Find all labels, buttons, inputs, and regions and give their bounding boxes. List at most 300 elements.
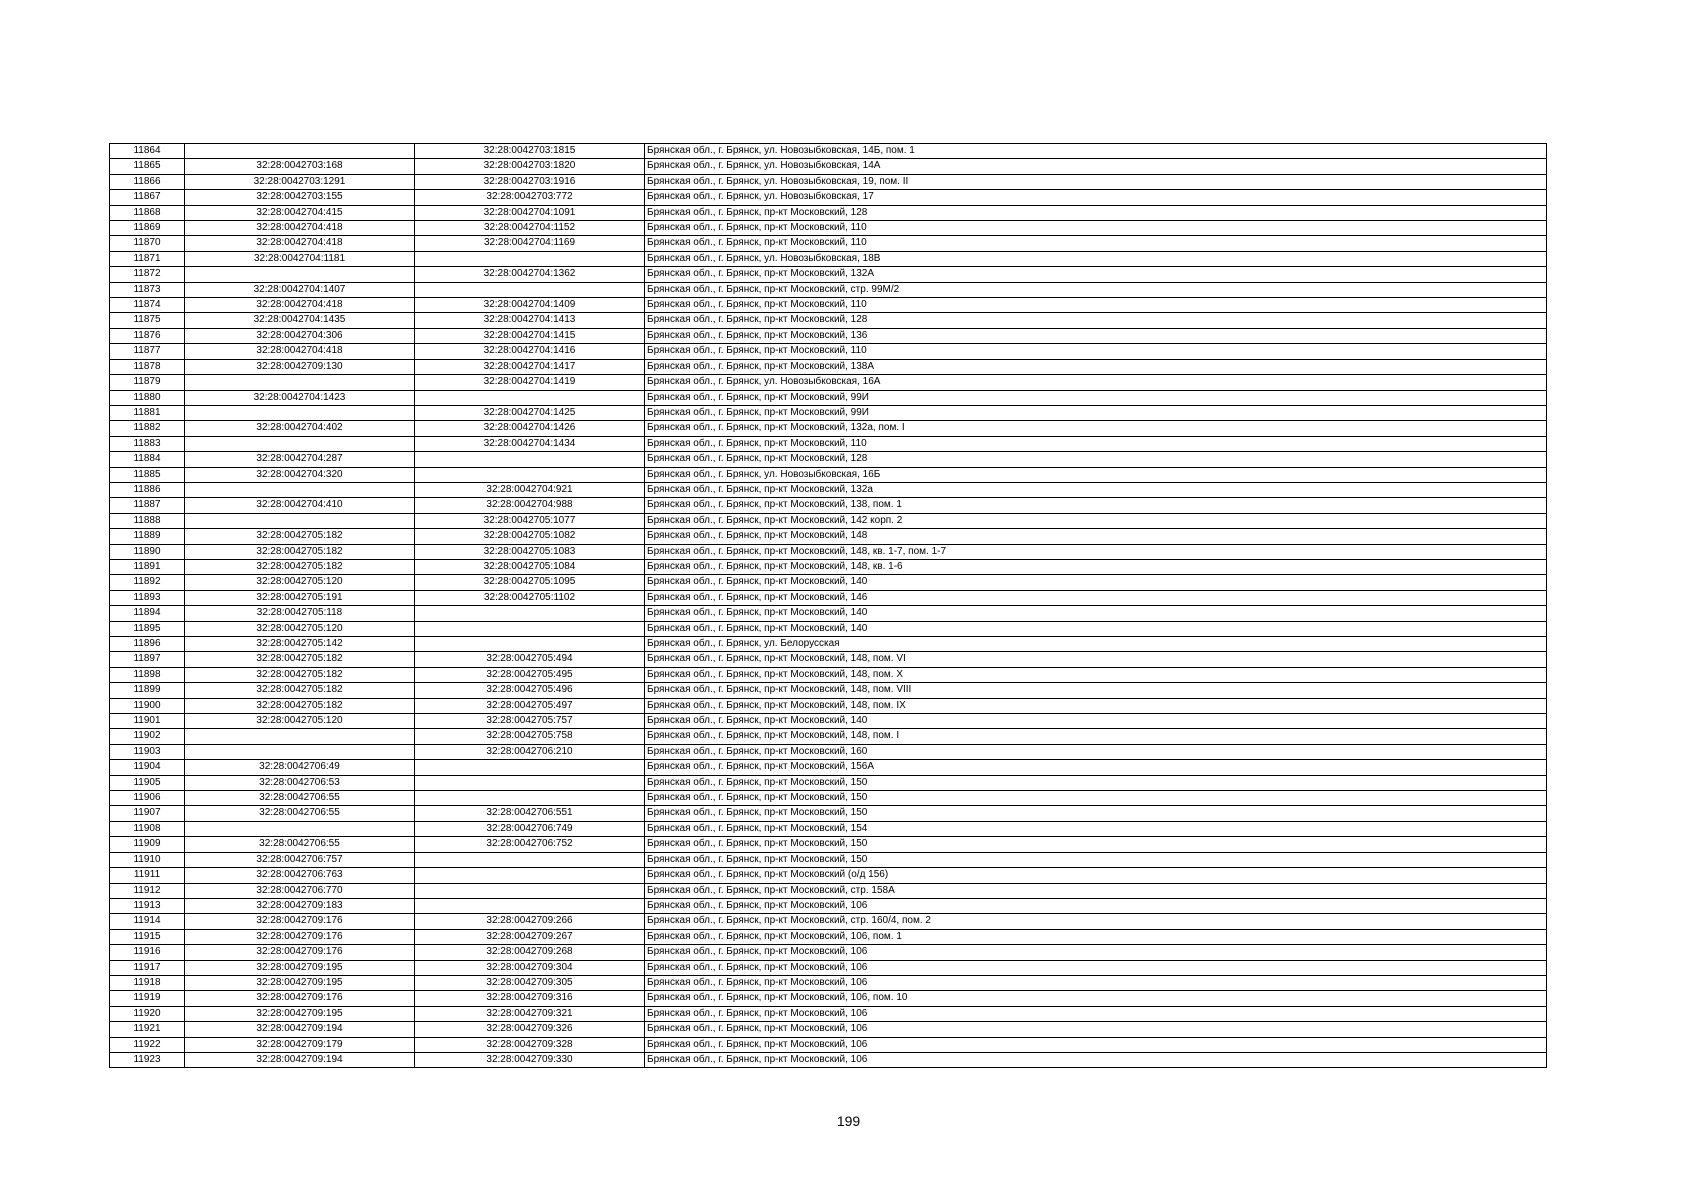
parcel-number-cell: 32:28:0042704:1181 [185, 251, 415, 266]
row-number-cell: 11868 [110, 205, 185, 220]
address-cell: Брянская обл., г. Брянск, пр-кт Московский, 160 [645, 744, 1547, 759]
parcel-number-cell: 32:28:0042704:320 [185, 467, 415, 482]
row-number-cell: 11874 [110, 298, 185, 313]
address-cell: Брянская обл., г. Брянск, пр-кт Московский (о/д 156) [645, 868, 1547, 883]
row-number-cell: 11884 [110, 452, 185, 467]
address-cell: Брянская обл., г. Брянск, ул. Белорусская [645, 637, 1547, 652]
address-cell: Брянская обл., г. Брянск, ул. Новозыбковская, 17 [645, 190, 1547, 205]
address-cell: Брянская обл., г. Брянск, пр-кт Московский, 132А [645, 267, 1547, 282]
row-number-cell: 11873 [110, 282, 185, 297]
table-row [110, 914, 1547, 929]
row-number-cell: 11895 [110, 621, 185, 636]
parcel-number-cell: 32:28:0042705:182 [185, 698, 415, 713]
address-cell: Брянская обл., г. Брянск, пр-кт Московский, 99И [645, 390, 1547, 405]
table-row [110, 405, 1547, 420]
object-number-cell: 32:28:0042709:266 [415, 914, 645, 929]
table-row [110, 606, 1547, 621]
object-number-cell [415, 898, 645, 913]
table-row [110, 683, 1547, 698]
address-cell: Брянская обл., г. Брянск, пр-кт Московский, 128 [645, 313, 1547, 328]
address-cell: Брянская обл., г. Брянск, пр-кт Московский, 148, пом. X [645, 667, 1547, 682]
address-cell: Брянская обл., г. Брянск, пр-кт Московский, 138А [645, 359, 1547, 374]
object-number-cell [415, 282, 645, 297]
parcel-number-cell: 32:28:0042705:120 [185, 621, 415, 636]
address-cell: Брянская обл., г. Брянск, пр-кт Московский, 154 [645, 821, 1547, 836]
row-number-cell: 11892 [110, 575, 185, 590]
address-cell: Брянская обл., г. Брянск, пр-кт Московский, стр. 160/4, пом. 2 [645, 914, 1547, 929]
address-cell: Брянская обл., г. Брянск, пр-кт Московский, 110 [645, 298, 1547, 313]
object-number-cell: 32:28:0042709:326 [415, 1022, 645, 1037]
address-cell: Брянская обл., г. Брянск, пр-кт Московский, 140 [645, 606, 1547, 621]
table-row [110, 467, 1547, 482]
row-number-cell: 11889 [110, 529, 185, 544]
parcel-number-cell: 32:28:0042706:55 [185, 806, 415, 821]
address-cell: Брянская обл., г. Брянск, пр-кт Московский, 106, пом. 1 [645, 929, 1547, 944]
parcel-number-cell: 32:28:0042704:1423 [185, 390, 415, 405]
row-number-cell: 11865 [110, 159, 185, 174]
address-cell: Брянская обл., г. Брянск, пр-кт Московский, 106 [645, 975, 1547, 990]
row-number-cell: 11923 [110, 1052, 185, 1067]
table-row [110, 344, 1547, 359]
row-number-cell: 11900 [110, 698, 185, 713]
object-number-cell: 32:28:0042704:1413 [415, 313, 645, 328]
parcel-number-cell [185, 375, 415, 390]
object-number-cell [415, 251, 645, 266]
parcel-number-cell: 32:28:0042709:130 [185, 359, 415, 374]
address-cell: Брянская обл., г. Брянск, пр-кт Московский, 150 [645, 806, 1547, 821]
row-number-cell: 11901 [110, 714, 185, 729]
row-number-cell: 11914 [110, 914, 185, 929]
parcel-number-cell: 32:28:0042706:757 [185, 852, 415, 867]
parcel-number-cell: 32:28:0042704:418 [185, 221, 415, 236]
parcel-number-cell: 32:28:0042703:155 [185, 190, 415, 205]
table-row [110, 436, 1547, 451]
parcel-number-cell: 32:28:0042705:120 [185, 714, 415, 729]
row-number-cell: 11864 [110, 144, 185, 159]
address-cell: Брянская обл., г. Брянск, пр-кт Московский, 99И [645, 405, 1547, 420]
parcel-number-cell [185, 267, 415, 282]
address-cell: Брянская обл., г. Брянск, ул. Новозыбковская, 16А [645, 375, 1547, 390]
parcel-number-cell: 32:28:0042704:418 [185, 344, 415, 359]
object-number-cell [415, 606, 645, 621]
table-row [110, 821, 1547, 836]
address-cell: Брянская обл., г. Брянск, пр-кт Московский, 150 [645, 775, 1547, 790]
object-number-cell: 32:28:0042706:749 [415, 821, 645, 836]
row-number-cell: 11913 [110, 898, 185, 913]
table-row [110, 1022, 1547, 1037]
object-number-cell: 32:28:0042706:210 [415, 744, 645, 759]
table-row [110, 868, 1547, 883]
row-number-cell: 11893 [110, 590, 185, 605]
parcel-number-cell [185, 729, 415, 744]
object-number-cell: 32:28:0042704:1362 [415, 267, 645, 282]
parcel-number-cell: 32:28:0042709:176 [185, 991, 415, 1006]
parcel-number-cell: 32:28:0042706:770 [185, 883, 415, 898]
parcel-number-cell: 32:28:0042704:418 [185, 298, 415, 313]
address-cell: Брянская обл., г. Брянск, пр-кт Московский, 148, пом. VI [645, 652, 1547, 667]
parcel-number-cell: 32:28:0042706:763 [185, 868, 415, 883]
object-number-cell: 32:28:0042704:1152 [415, 221, 645, 236]
table-row [110, 221, 1547, 236]
address-cell: Брянская обл., г. Брянск, пр-кт Московский, 148, пом. VIII [645, 683, 1547, 698]
row-number-cell: 11876 [110, 328, 185, 343]
table-row [110, 359, 1547, 374]
table-row [110, 205, 1547, 220]
parcel-number-cell: 32:28:0042705:182 [185, 652, 415, 667]
table-row [110, 190, 1547, 205]
parcel-number-cell: 32:28:0042709:179 [185, 1037, 415, 1052]
object-number-cell: 32:28:0042703:1820 [415, 159, 645, 174]
table-row [110, 898, 1547, 913]
property-table [109, 143, 1547, 1068]
object-number-cell [415, 390, 645, 405]
object-number-cell: 32:28:0042704:988 [415, 498, 645, 513]
row-number-cell: 11919 [110, 991, 185, 1006]
row-number-cell: 11879 [110, 375, 185, 390]
table-row [110, 513, 1547, 528]
parcel-number-cell: 32:28:0042706:49 [185, 760, 415, 775]
parcel-number-cell: 32:28:0042704:1407 [185, 282, 415, 297]
row-number-cell: 11886 [110, 482, 185, 497]
table-row [110, 667, 1547, 682]
object-number-cell [415, 621, 645, 636]
parcel-number-cell: 32:28:0042705:182 [185, 544, 415, 559]
table-row [110, 1006, 1547, 1021]
row-number-cell: 11875 [110, 313, 185, 328]
parcel-number-cell: 32:28:0042706:55 [185, 791, 415, 806]
address-cell: Брянская обл., г. Брянск, пр-кт Московский, 110 [645, 236, 1547, 251]
object-number-cell [415, 868, 645, 883]
table-row [110, 837, 1547, 852]
row-number-cell: 11922 [110, 1037, 185, 1052]
table-row [110, 251, 1547, 266]
address-cell: Брянская обл., г. Брянск, пр-кт Московский, 106 [645, 960, 1547, 975]
table-row [110, 975, 1547, 990]
table-row [110, 144, 1547, 159]
table-row [110, 590, 1547, 605]
row-number-cell: 11899 [110, 683, 185, 698]
object-number-cell: 32:28:0042704:1091 [415, 205, 645, 220]
row-number-cell: 11917 [110, 960, 185, 975]
row-number-cell: 11870 [110, 236, 185, 251]
address-cell: Брянская обл., г. Брянск, пр-кт Московский, 128 [645, 205, 1547, 220]
address-cell: Брянская обл., г. Брянск, пр-кт Московский, 106 [645, 1006, 1547, 1021]
object-number-cell: 32:28:0042705:494 [415, 652, 645, 667]
parcel-number-cell: 32:28:0042705:120 [185, 575, 415, 590]
object-number-cell: 32:28:0042706:752 [415, 837, 645, 852]
object-number-cell: 32:28:0042705:495 [415, 667, 645, 682]
table-row [110, 529, 1547, 544]
address-cell: Брянская обл., г. Брянск, пр-кт Московский, стр. 99М/2 [645, 282, 1547, 297]
object-number-cell [415, 760, 645, 775]
row-number-cell: 11896 [110, 637, 185, 652]
object-number-cell [415, 637, 645, 652]
table-row [110, 159, 1547, 174]
address-cell: Брянская обл., г. Брянск, пр-кт Московский, 146 [645, 590, 1547, 605]
table-row [110, 236, 1547, 251]
table-row [110, 482, 1547, 497]
object-number-cell: 32:28:0042709:267 [415, 929, 645, 944]
parcel-number-cell: 32:28:0042709:176 [185, 914, 415, 929]
row-number-cell: 11920 [110, 1006, 185, 1021]
object-number-cell: 32:28:0042705:1082 [415, 529, 645, 544]
parcel-number-cell [185, 405, 415, 420]
object-number-cell: 32:28:0042704:1409 [415, 298, 645, 313]
parcel-number-cell [185, 513, 415, 528]
address-cell: Брянская обл., г. Брянск, пр-кт Московский, 136 [645, 328, 1547, 343]
address-cell: Брянская обл., г. Брянск, пр-кт Московский, 150 [645, 791, 1547, 806]
parcel-number-cell [185, 821, 415, 836]
object-number-cell: 32:28:0042709:305 [415, 975, 645, 990]
address-cell: Брянская обл., г. Брянск, пр-кт Московский, 106 [645, 1022, 1547, 1037]
table-row [110, 544, 1547, 559]
object-number-cell: 32:28:0042709:321 [415, 1006, 645, 1021]
object-number-cell: 32:28:0042704:921 [415, 482, 645, 497]
address-cell: Брянская обл., г. Брянск, пр-кт Московский, 148, кв. 1-6 [645, 559, 1547, 574]
object-number-cell: 32:28:0042703:1916 [415, 174, 645, 189]
address-cell: Брянская обл., г. Брянск, пр-кт Московский, 106 [645, 945, 1547, 960]
address-cell: Брянская обл., г. Брянск, ул. Новозыбковская, 16Б [645, 467, 1547, 482]
table-row [110, 267, 1547, 282]
table-row [110, 298, 1547, 313]
address-cell: Брянская обл., г. Брянск, ул. Новозыбковская, 18В [645, 251, 1547, 266]
parcel-number-cell: 32:28:0042709:195 [185, 960, 415, 975]
parcel-number-cell: 32:28:0042709:183 [185, 898, 415, 913]
table-row [110, 174, 1547, 189]
address-cell: Брянская обл., г. Брянск, пр-кт Московский, 142 корп. 2 [645, 513, 1547, 528]
address-cell: Брянская обл., г. Брянск, пр-кт Московский, 132а, пом. I [645, 421, 1547, 436]
row-number-cell: 11869 [110, 221, 185, 236]
table-row [110, 991, 1547, 1006]
table-row [110, 852, 1547, 867]
parcel-number-cell: 32:28:0042705:182 [185, 667, 415, 682]
object-number-cell: 32:28:0042705:1095 [415, 575, 645, 590]
object-number-cell: 32:28:0042704:1419 [415, 375, 645, 390]
address-cell: Брянская обл., г. Брянск, ул. Новозыбковская, 14Б, пом. 1 [645, 144, 1547, 159]
address-cell: Брянская обл., г. Брянск, пр-кт Московский, 128 [645, 452, 1547, 467]
row-number-cell: 11912 [110, 883, 185, 898]
parcel-number-cell [185, 482, 415, 497]
parcel-number-cell: 32:28:0042704:415 [185, 205, 415, 220]
table-row [110, 1037, 1547, 1052]
row-number-cell: 11907 [110, 806, 185, 821]
parcel-number-cell: 32:28:0042704:402 [185, 421, 415, 436]
row-number-cell: 11871 [110, 251, 185, 266]
table-row [110, 282, 1547, 297]
table-row [110, 498, 1547, 513]
address-cell: Брянская обл., г. Брянск, ул. Новозыбковская, 19, пом. II [645, 174, 1547, 189]
object-number-cell [415, 467, 645, 482]
object-number-cell: 32:28:0042704:1426 [415, 421, 645, 436]
parcel-number-cell: 32:28:0042709:194 [185, 1052, 415, 1067]
address-cell: Брянская обл., г. Брянск, пр-кт Московский, 106 [645, 1037, 1547, 1052]
row-number-cell: 11878 [110, 359, 185, 374]
parcel-number-cell: 32:28:0042709:176 [185, 929, 415, 944]
row-number-cell: 11904 [110, 760, 185, 775]
row-number-cell: 11918 [110, 975, 185, 990]
object-number-cell: 32:28:0042705:1102 [415, 590, 645, 605]
row-number-cell: 11867 [110, 190, 185, 205]
object-number-cell: 32:28:0042703:772 [415, 190, 645, 205]
table-row [110, 452, 1547, 467]
parcel-number-cell: 32:28:0042703:1291 [185, 174, 415, 189]
row-number-cell: 11909 [110, 837, 185, 852]
object-number-cell [415, 775, 645, 790]
parcel-number-cell: 32:28:0042704:306 [185, 328, 415, 343]
table-row [110, 313, 1547, 328]
parcel-number-cell: 32:28:0042703:168 [185, 159, 415, 174]
table-row [110, 1052, 1547, 1067]
object-number-cell: 32:28:0042709:316 [415, 991, 645, 1006]
parcel-number-cell: 32:28:0042706:55 [185, 837, 415, 852]
object-number-cell: 32:28:0042705:497 [415, 698, 645, 713]
address-cell: Брянская обл., г. Брянск, пр-кт Московский, 148, кв. 1-7, пом. 1-7 [645, 544, 1547, 559]
row-number-cell: 11872 [110, 267, 185, 282]
object-number-cell: 32:28:0042704:1434 [415, 436, 645, 451]
table-row [110, 960, 1547, 975]
object-number-cell: 32:28:0042705:1077 [415, 513, 645, 528]
object-number-cell: 32:28:0042705:757 [415, 714, 645, 729]
row-number-cell: 11887 [110, 498, 185, 513]
table-row [110, 883, 1547, 898]
parcel-number-cell: 32:28:0042705:142 [185, 637, 415, 652]
address-cell: Брянская обл., г. Брянск, пр-кт Московский, 148, пом. IX [645, 698, 1547, 713]
object-number-cell [415, 883, 645, 898]
object-number-cell: 32:28:0042703:1815 [415, 144, 645, 159]
address-cell: Брянская обл., г. Брянск, пр-кт Московский, 106, пом. 10 [645, 991, 1547, 1006]
row-number-cell: 11888 [110, 513, 185, 528]
address-cell: Брянская обл., г. Брянск, пр-кт Московский, 106 [645, 1052, 1547, 1067]
page-number: 199 [836, 1113, 861, 1129]
row-number-cell: 11916 [110, 945, 185, 960]
parcel-number-cell: 32:28:0042704:287 [185, 452, 415, 467]
row-number-cell: 11908 [110, 821, 185, 836]
row-number-cell: 11885 [110, 467, 185, 482]
address-cell: Брянская обл., г. Брянск, пр-кт Московский, стр. 158А [645, 883, 1547, 898]
object-number-cell [415, 452, 645, 467]
object-number-cell [415, 791, 645, 806]
address-cell: Брянская обл., г. Брянск, пр-кт Московский, 140 [645, 621, 1547, 636]
object-number-cell: 32:28:0042705:1084 [415, 559, 645, 574]
object-number-cell: 32:28:0042704:1425 [415, 405, 645, 420]
table-row [110, 791, 1547, 806]
parcel-number-cell: 32:28:0042705:182 [185, 683, 415, 698]
object-number-cell: 32:28:0042709:328 [415, 1037, 645, 1052]
object-number-cell: 32:28:0042704:1417 [415, 359, 645, 374]
table-row [110, 744, 1547, 759]
row-number-cell: 11891 [110, 559, 185, 574]
parcel-number-cell: 32:28:0042704:410 [185, 498, 415, 513]
table-row [110, 328, 1547, 343]
row-number-cell: 11897 [110, 652, 185, 667]
table-row [110, 637, 1547, 652]
table-row [110, 559, 1547, 574]
table-row [110, 390, 1547, 405]
table-row [110, 714, 1547, 729]
row-number-cell: 11906 [110, 791, 185, 806]
table-row [110, 375, 1547, 390]
parcel-number-cell [185, 744, 415, 759]
parcel-number-cell [185, 436, 415, 451]
object-number-cell: 32:28:0042706:551 [415, 806, 645, 821]
address-cell: Брянская обл., г. Брянск, пр-кт Московский, 110 [645, 221, 1547, 236]
object-number-cell: 32:28:0042709:268 [415, 945, 645, 960]
object-number-cell: 32:28:0042704:1415 [415, 328, 645, 343]
table-row [110, 421, 1547, 436]
table-row [110, 945, 1547, 960]
table-row [110, 775, 1547, 790]
table-body [110, 144, 1547, 1068]
table-row [110, 652, 1547, 667]
parcel-number-cell: 32:28:0042704:1435 [185, 313, 415, 328]
row-number-cell: 11915 [110, 929, 185, 944]
address-cell: Брянская обл., г. Брянск, пр-кт Московский, 132а [645, 482, 1547, 497]
table-row [110, 698, 1547, 713]
row-number-cell: 11877 [110, 344, 185, 359]
object-number-cell [415, 852, 645, 867]
address-cell: Брянская обл., г. Брянск, пр-кт Московский, 106 [645, 898, 1547, 913]
object-number-cell: 32:28:0042705:758 [415, 729, 645, 744]
row-number-cell: 11894 [110, 606, 185, 621]
row-number-cell: 11898 [110, 667, 185, 682]
object-number-cell: 32:28:0042709:304 [415, 960, 645, 975]
parcel-number-cell: 32:28:0042709:195 [185, 975, 415, 990]
row-number-cell: 11902 [110, 729, 185, 744]
parcel-number-cell: 32:28:0042706:53 [185, 775, 415, 790]
parcel-number-cell [185, 144, 415, 159]
object-number-cell: 32:28:0042704:1169 [415, 236, 645, 251]
row-number-cell: 11882 [110, 421, 185, 436]
table-row [110, 929, 1547, 944]
parcel-number-cell: 32:28:0042709:176 [185, 945, 415, 960]
parcel-number-cell: 32:28:0042705:182 [185, 559, 415, 574]
row-number-cell: 11890 [110, 544, 185, 559]
parcel-number-cell: 32:28:0042709:195 [185, 1006, 415, 1021]
address-cell: Брянская обл., г. Брянск, ул. Новозыбковская, 14А [645, 159, 1547, 174]
address-cell: Брянская обл., г. Брянск, пр-кт Московский, 148 [645, 529, 1547, 544]
object-number-cell: 32:28:0042705:496 [415, 683, 645, 698]
table-row [110, 806, 1547, 821]
address-cell: Брянская обл., г. Брянск, пр-кт Московский, 140 [645, 575, 1547, 590]
row-number-cell: 11866 [110, 174, 185, 189]
parcel-number-cell: 32:28:0042705:118 [185, 606, 415, 621]
row-number-cell: 11883 [110, 436, 185, 451]
row-number-cell: 11880 [110, 390, 185, 405]
object-number-cell: 32:28:0042704:1416 [415, 344, 645, 359]
row-number-cell: 11910 [110, 852, 185, 867]
address-cell: Брянская обл., г. Брянск, пр-кт Московский, 150 [645, 837, 1547, 852]
parcel-number-cell: 32:28:0042704:418 [185, 236, 415, 251]
parcel-number-cell: 32:28:0042705:191 [185, 590, 415, 605]
row-number-cell: 11903 [110, 744, 185, 759]
address-cell: Брянская обл., г. Брянск, пр-кт Московский, 140 [645, 714, 1547, 729]
object-number-cell: 32:28:0042709:330 [415, 1052, 645, 1067]
address-cell: Брянская обл., г. Брянск, пр-кт Московский, 148, пом. I [645, 729, 1547, 744]
object-number-cell: 32:28:0042705:1083 [415, 544, 645, 559]
parcel-number-cell: 32:28:0042709:194 [185, 1022, 415, 1037]
row-number-cell: 11921 [110, 1022, 185, 1037]
address-cell: Брянская обл., г. Брянск, пр-кт Московский, 138, пом. 1 [645, 498, 1547, 513]
address-cell: Брянская обл., г. Брянск, пр-кт Московский, 150 [645, 852, 1547, 867]
address-cell: Брянская обл., г. Брянск, пр-кт Московский, 156А [645, 760, 1547, 775]
row-number-cell: 11905 [110, 775, 185, 790]
table-row [110, 621, 1547, 636]
table-row [110, 760, 1547, 775]
row-number-cell: 11881 [110, 405, 185, 420]
address-cell: Брянская обл., г. Брянск, пр-кт Московский, 110 [645, 344, 1547, 359]
row-number-cell: 11911 [110, 868, 185, 883]
table-row [110, 575, 1547, 590]
